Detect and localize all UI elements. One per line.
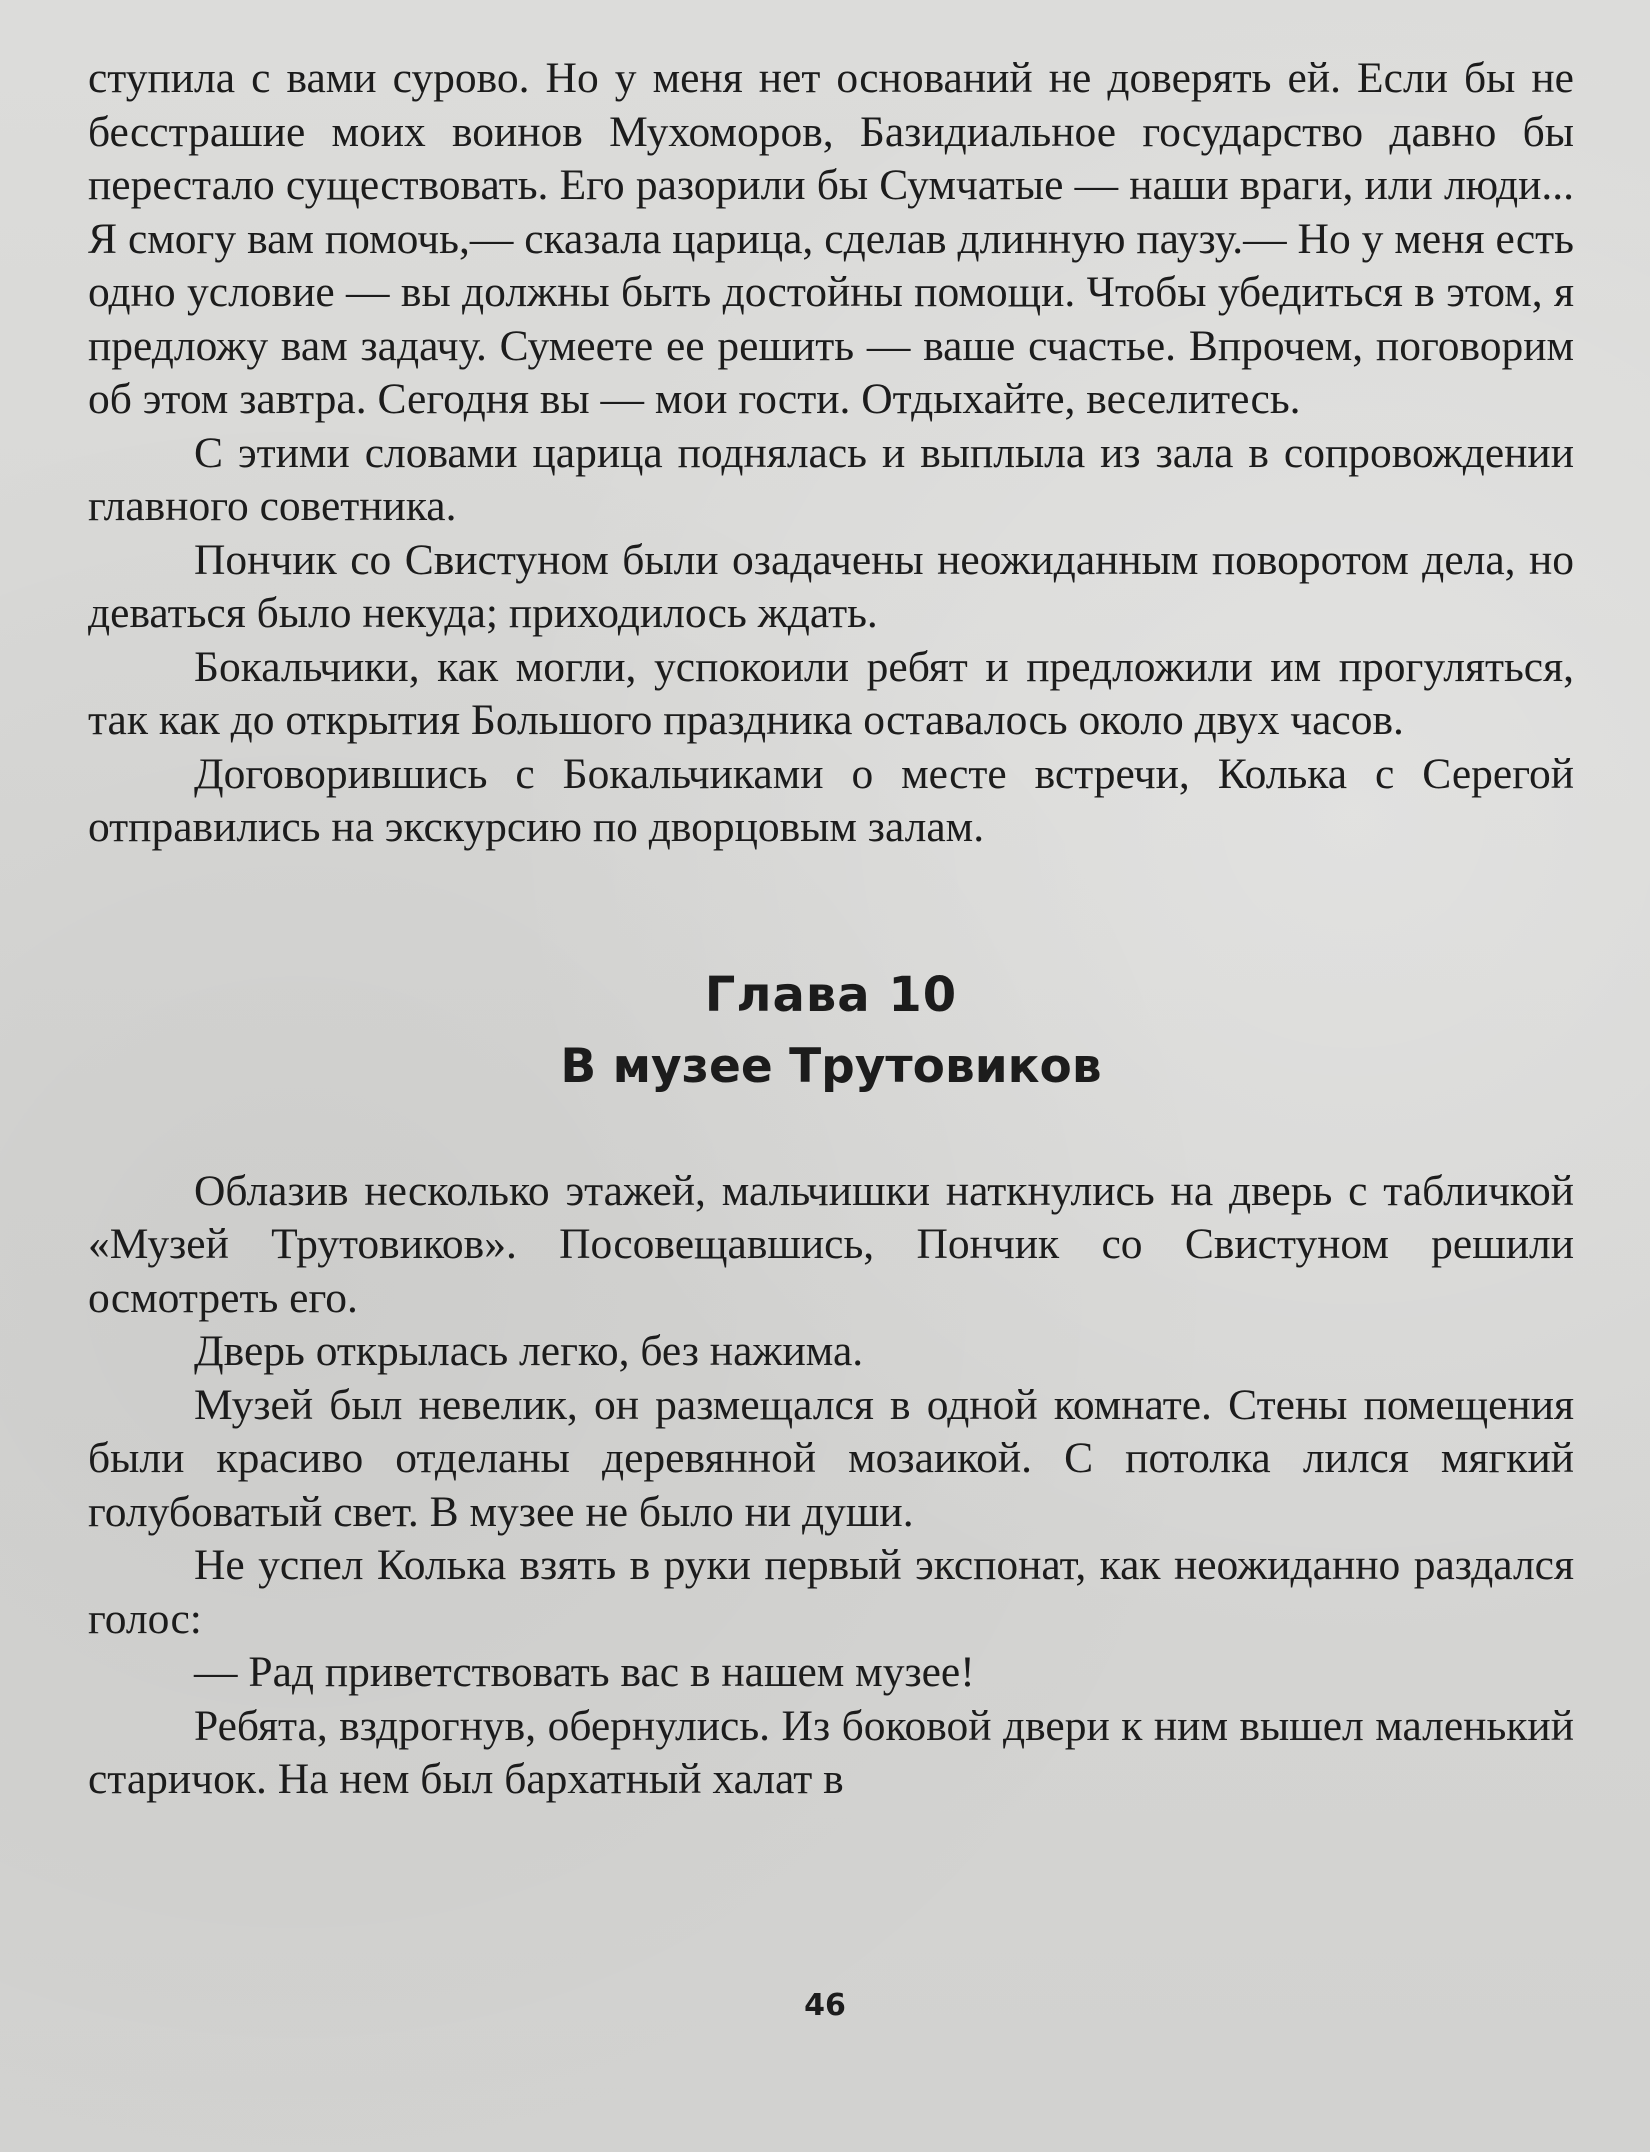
paragraph: Музей был невелик, он размещался в одной комнате. Стены помещения были красиво отделаны деревянной мозаикой. С потолка лился мягкий голубоватый свет. В музее не было ни души. — [88, 1380, 1574, 1536]
paragraph: Пончик со Свистуном были озадачены неожиданным поворотом дела, но деваться было некуда; приходилось ждать. — [88, 535, 1574, 637]
page-number: 46 — [804, 1988, 846, 2023]
paragraph: С этими словами царица поднялась и выплыла из зала в сопровождении главного советника. — [88, 428, 1574, 530]
paragraph: Дверь открылась легко, без нажима. — [194, 1327, 864, 1375]
chapter-number: Глава 10 — [704, 966, 958, 1023]
paragraph: ступила с вами сурово. Но у меня нет оснований не доверять ей. Если бы не бесстрашие моих воинов Мухоморов, Базидиальное государство давно бы перестало существовать. Его разорили бы Сумчатые — наши враги, или люди... Я смогу вам помочь,— сказала царица, сделав длинную паузу.— Но у меня есть одно условие — вы должны быть достойны помощи. Чтобы убедиться в этом, я предложу вам задачу. Сумеете ее решить — ваше счастье. Впрочем, поговорим об этом завтра. Сегодня вы — мои гости. Отдыхайте, веселитесь. — [88, 54, 1574, 423]
paragraph: Не успел Колька взять в руки первый экспонат, как неожиданно раздался голос: — [88, 1541, 1574, 1643]
paragraph: — Рад приветствовать вас в нашем музее! — [194, 1648, 975, 1696]
paragraph: Бокальчики, как могли, успокоили ребят и предложили им прогуляться, так как до открытия Большого праздника оставалось около двух часов. — [88, 642, 1574, 744]
chapter-title: В музее Трутовиков — [560, 1038, 1102, 1094]
paragraph: Облазив несколько этажей, мальчишки наткнулись на дверь с табличкой «Музей Трутовиков». Посовещавшись, Пончик со Свистуном решили осмотреть его. — [88, 1166, 1574, 1322]
paragraph: Ребята, вздрогнув, обернулись. Из боковой двери к ним вышел маленький старичок. На нем был бархатный халат в — [88, 1701, 1574, 1803]
paragraph: Договорившись с Бокальчиками о месте встречи, Колька с Серегой отправились на экскурсию по дворцовым залам. — [88, 749, 1574, 851]
